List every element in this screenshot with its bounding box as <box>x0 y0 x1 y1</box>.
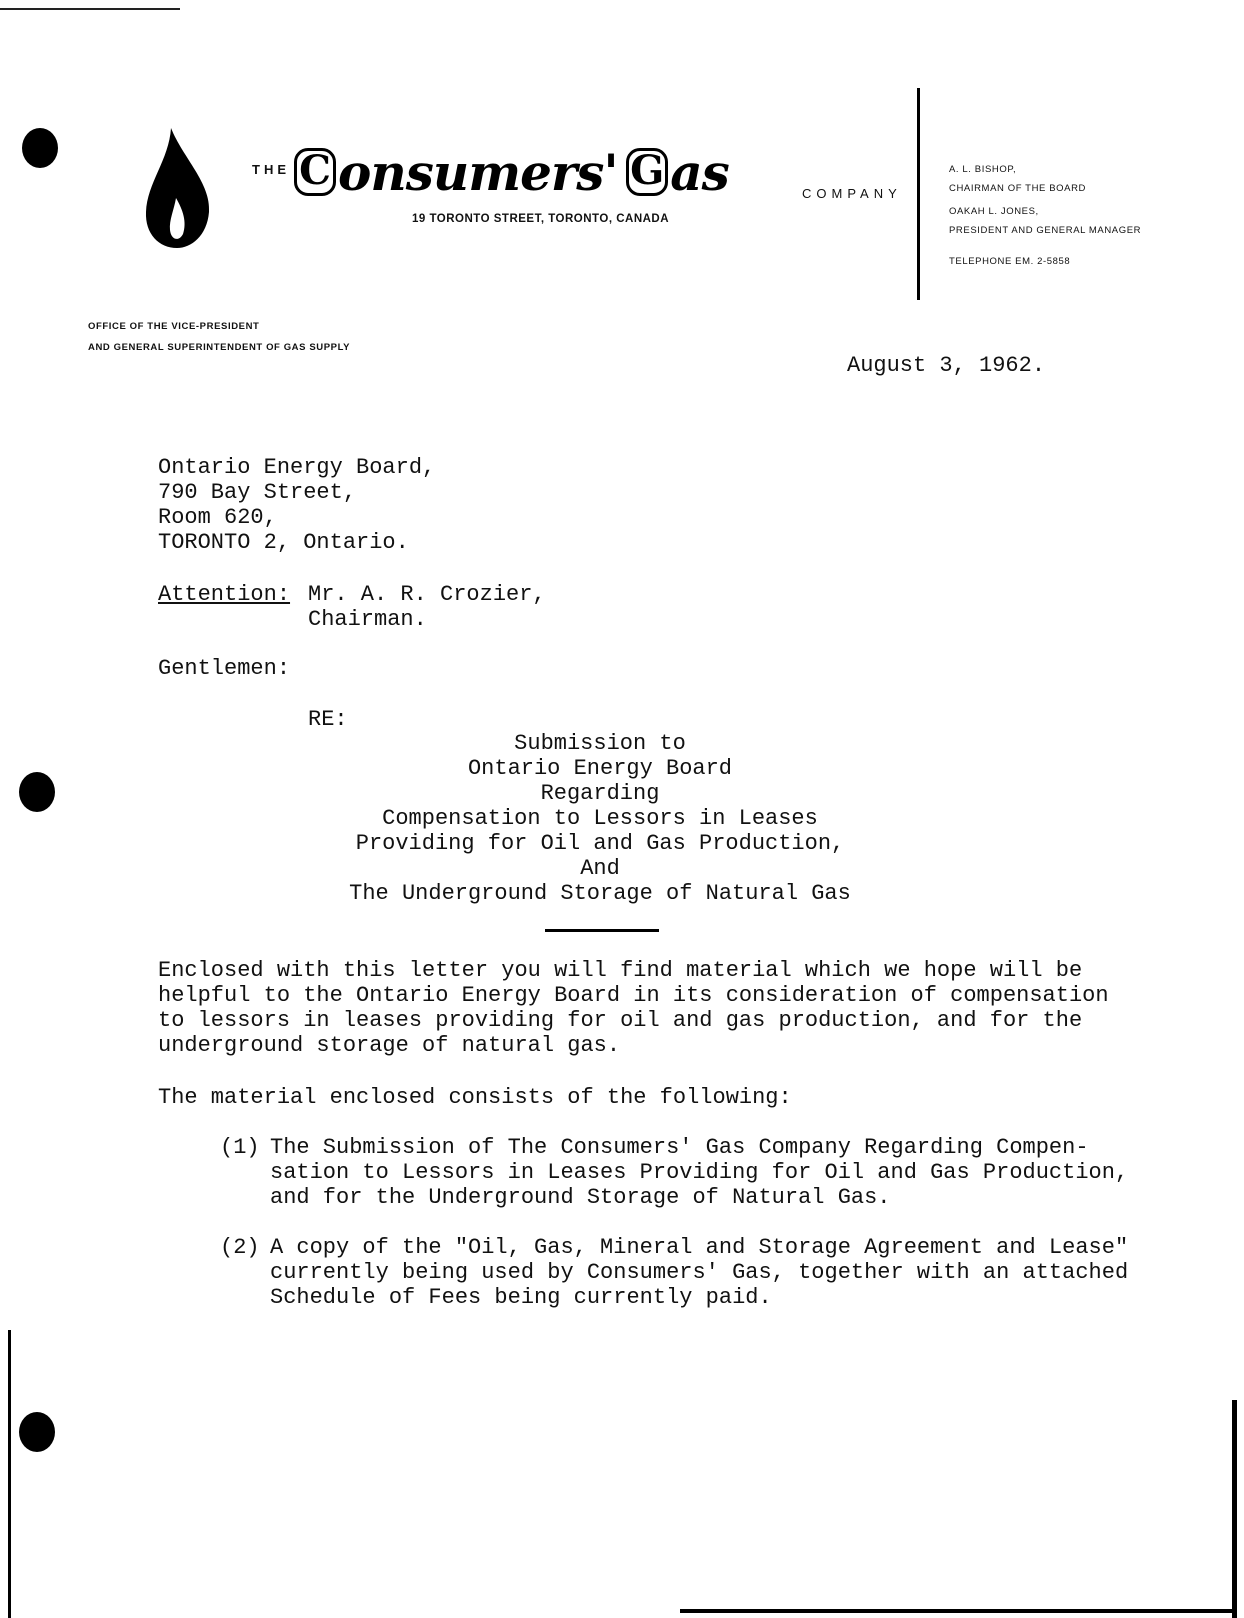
recipient-line: Room 620, <box>158 505 277 530</box>
letterhead-divider <box>917 88 920 300</box>
company-address: 19 TORONTO STREET, TORONTO, CANADA <box>412 213 670 225</box>
list-item-line: and for the Underground Storage of Natural Gas. <box>270 1185 891 1210</box>
paragraph-2: The material enclosed consists of the following: <box>158 1085 792 1110</box>
subject-line: Compensation to Lessors in Leases <box>382 806 818 831</box>
list-item <box>220 1135 1128 1210</box>
recipient-line: TORONTO 2, Ontario. <box>158 530 409 555</box>
officer-title-1: CHAIRMAN OF THE BOARD <box>949 183 1086 194</box>
list-item <box>220 1235 1128 1310</box>
recipient-line: Ontario Energy Board, <box>158 455 436 480</box>
list-item-line: currently being used by Consumers' Gas, together with an attached <box>270 1260 1129 1285</box>
list-item-number: (1) <box>220 1135 260 1160</box>
subject-line: Ontario Energy Board <box>467 756 733 781</box>
company-wordmark <box>294 143 729 202</box>
right-edge-line <box>1232 1400 1237 1618</box>
bottom-edge-line <box>680 1609 1235 1613</box>
officer-name-1: A. L. BISHOP, <box>949 164 1017 175</box>
company-label: COMPANY <box>802 186 902 201</box>
list-item-line: The Submission of The Consumers' Gas Company Regarding Compen- <box>270 1135 1089 1160</box>
flame-logo-icon <box>143 128 213 248</box>
subject-line: Submission to <box>514 731 686 756</box>
wordmark-cap-g: G <box>626 148 668 196</box>
attention-block <box>308 582 546 632</box>
top-edge-line <box>0 8 180 10</box>
punch-hole-middle <box>19 772 55 812</box>
office-line-1: OFFICE OF THE VICE-PRESIDENT <box>88 321 260 332</box>
officer-name-2: OAKAH L. JONES, <box>949 206 1039 217</box>
re-label: RE: <box>308 707 348 732</box>
attention-label: Attention: <box>158 582 291 607</box>
punch-hole-bottom <box>19 1412 55 1452</box>
subject-line: And <box>580 856 620 881</box>
subject-line: Regarding <box>540 781 660 806</box>
paragraph-1 <box>158 958 1109 1058</box>
paragraph-line: Enclosed with this letter you will find material which we hope will be <box>158 958 1083 983</box>
salutation: Gentlemen: <box>158 656 291 681</box>
paragraph-line: helpful to the Ontario Energy Board in its consideration of compensation <box>158 983 1109 1008</box>
wordmark-consumers: onsumers' <box>338 143 618 202</box>
list-item-text <box>270 1235 1128 1310</box>
punch-hole-top <box>22 128 58 168</box>
subject-divider <box>545 929 659 932</box>
attention-line: Chairman. <box>308 607 427 632</box>
subject-line: The Underground Storage of Natural Gas <box>349 881 851 906</box>
subject-line: Providing for Oil and Gas Production, <box>355 831 845 856</box>
telephone: TELEPHONE EM. 2-5858 <box>949 256 1071 267</box>
office-line-2: AND GENERAL SUPERINTENDENT OF GAS SUPPLY <box>88 342 351 353</box>
officers-block <box>949 160 1141 271</box>
the-label: THE <box>252 162 290 177</box>
letter-date: August 3, 1962. <box>847 353 1046 378</box>
recipient-line: 790 Bay Street, <box>158 480 357 505</box>
list-item-line: sation to Lessors in Leases Providing for Oil and Gas Production, <box>270 1160 1129 1185</box>
subject-block <box>300 731 900 906</box>
wordmark-gas: as <box>670 143 729 202</box>
paragraph-line: underground storage of natural gas. <box>158 1033 621 1058</box>
officer-title-2: PRESIDENT AND GENERAL MANAGER <box>949 225 1142 236</box>
list-item-line: Schedule of Fees being currently paid. <box>270 1285 772 1310</box>
attention-line: Mr. A. R. Crozier, <box>308 582 546 607</box>
left-edge-line <box>8 1330 11 1618</box>
list-item-number: (2) <box>220 1235 260 1260</box>
enclosure-list <box>220 1135 1128 1310</box>
list-item-line: A copy of the "Oil, Gas, Mineral and Storage Agreement and Lease" <box>270 1235 1129 1260</box>
list-item-text <box>270 1135 1128 1210</box>
recipient-block <box>158 455 435 555</box>
paragraph-line: to lessors in leases providing for oil and gas production, and for the <box>158 1008 1083 1033</box>
wordmark-cap-c: C <box>294 148 336 196</box>
